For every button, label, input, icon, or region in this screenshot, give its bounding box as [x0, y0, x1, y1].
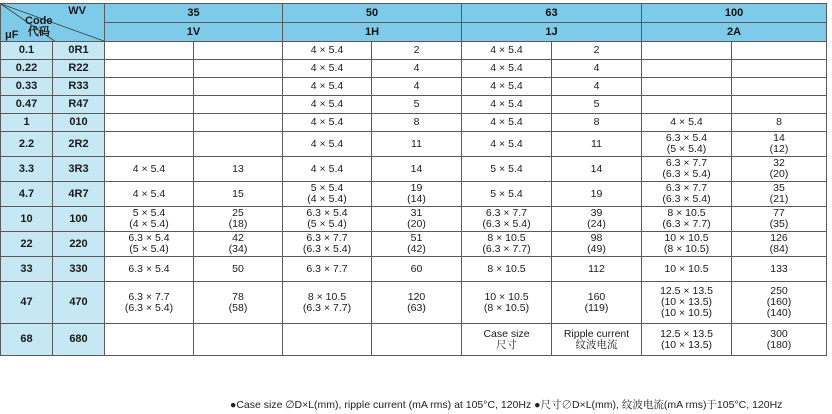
case-size-cell	[105, 42, 194, 60]
code-cell: 100	[53, 207, 105, 232]
cell-line: 60	[410, 262, 423, 275]
cell-line: 35	[773, 182, 785, 194]
cell-line: 77	[773, 207, 785, 219]
case-size-cell	[462, 96, 552, 114]
cell-line: 4 × 5.4	[310, 162, 344, 175]
case-size-cell	[642, 282, 732, 324]
cell-line: (8 × 10.5)	[663, 243, 710, 255]
ripple-current-cell	[732, 157, 827, 182]
cell-line: 14	[590, 162, 603, 175]
cell-line: (84)	[769, 243, 789, 255]
ripple-current-cell	[372, 324, 462, 356]
cell-line: (6.3 × 7.7)	[482, 243, 531, 255]
cell-line: (8 × 10.5)	[483, 301, 530, 314]
cell-line: 126	[770, 232, 788, 244]
ripple-current-cell	[194, 182, 283, 207]
ripple-current-cell	[194, 207, 283, 232]
voltage-header-63: 63	[462, 4, 642, 23]
ripple-current-cell	[732, 78, 827, 96]
cell-line: 纹波电流	[575, 338, 618, 351]
case-size-cell	[105, 232, 194, 257]
voltage-code-1H: 1H	[283, 23, 462, 42]
ripple-current-cell	[194, 60, 283, 78]
cell-line: 5 × 5.4	[490, 162, 523, 175]
ripple-current-cell	[194, 257, 283, 282]
cell-line: (58)	[228, 301, 248, 314]
case-size-cell	[105, 96, 194, 114]
cell-line: 32	[773, 157, 785, 169]
cell-line: 98	[590, 232, 603, 244]
cell-line: (49)	[587, 243, 606, 255]
cell-line: 5 × 5.4	[310, 182, 344, 194]
ripple-current-cell	[732, 257, 827, 282]
cell-line: 8 × 10.5	[667, 207, 706, 219]
ripple-current-cell	[552, 182, 642, 207]
case-size-cell	[283, 78, 372, 96]
capacitance-cell: 68	[1, 324, 53, 356]
case-size-cell	[642, 132, 732, 157]
ripple-current-cell	[194, 157, 283, 182]
cell-line: (140)	[766, 307, 792, 319]
uf-label: μF	[5, 29, 19, 41]
cell-line: 4 × 5.4	[490, 137, 523, 150]
case-size-cell	[105, 324, 194, 356]
cell-line: 4	[593, 62, 600, 74]
cell-line: 4 × 5.4	[310, 62, 344, 74]
ripple-current-cell	[552, 114, 642, 132]
ripple-current-cell	[194, 114, 283, 132]
ripple-current-cell	[732, 282, 827, 324]
case-size-cell	[642, 114, 732, 132]
cell-line: 6.3 × 7.7	[485, 207, 528, 219]
cell-line: 42	[232, 232, 244, 244]
cell-line: 6.3 × 7.7	[306, 232, 348, 244]
cell-line: 10 × 10.5	[484, 290, 529, 303]
cell-line: (63)	[407, 301, 426, 314]
case-size-cell	[642, 157, 732, 182]
ripple-current-cell	[372, 157, 462, 182]
table-row	[1, 257, 827, 282]
case-size-cell	[105, 132, 194, 157]
case-size-cell	[462, 282, 552, 324]
case-size-cell	[462, 324, 552, 356]
cell-line: 2	[593, 44, 600, 56]
table-row	[1, 324, 827, 356]
cell-line: 4 × 5.4	[490, 116, 523, 128]
capacitance-cell: 2.2	[1, 132, 53, 157]
ripple-current-cell	[732, 207, 827, 232]
cell-line: 4 × 5.4	[490, 62, 523, 74]
cell-line: (180)	[766, 338, 792, 351]
cell-line: 12.5 × 13.5	[660, 327, 713, 340]
cell-line: (4 × 5.4)	[307, 193, 347, 205]
ripple-current-cell	[372, 207, 462, 232]
cell-line: (18)	[228, 218, 248, 230]
cell-line: (12)	[769, 143, 789, 155]
cell-line: 8 × 10.5	[487, 262, 526, 275]
cell-line: (6.3 × 5.4)	[662, 193, 711, 205]
cell-line: (14)	[407, 193, 426, 205]
capacitance-cell: 0.47	[1, 96, 53, 114]
code-label	[25, 16, 53, 38]
voltage-code-1V: 1V	[105, 23, 283, 42]
cell-line: 112	[588, 262, 605, 275]
case-size-cell	[283, 42, 372, 60]
case-size-cell	[462, 207, 552, 232]
case-size-cell	[462, 78, 552, 96]
ripple-current-cell	[194, 132, 283, 157]
ripple-current-cell	[372, 78, 462, 96]
cell-line: 6.3 × 5.4	[665, 132, 708, 144]
cell-line: 14	[410, 162, 423, 175]
capacitance-cell: 0.33	[1, 78, 53, 96]
code-cell: 220	[53, 232, 105, 257]
ripple-current-cell	[552, 282, 642, 324]
table-row	[1, 182, 827, 207]
cell-line: 160	[587, 290, 606, 303]
case-size-cell	[642, 232, 732, 257]
cell-line: 4	[413, 80, 420, 92]
cell-line: 120	[407, 290, 426, 303]
cell-line: 10 × 10.5	[664, 262, 709, 275]
case-size-cell	[642, 207, 732, 232]
table-row	[1, 114, 827, 132]
cell-line: 12.5 × 13.5	[660, 285, 713, 297]
table-row	[1, 157, 827, 182]
capacitance-cell: 10	[1, 207, 53, 232]
case-size-cell	[642, 42, 732, 60]
cell-line: 19	[410, 182, 423, 194]
cell-line: (20)	[769, 168, 789, 180]
cell-line: 6.3 × 7.7	[128, 290, 170, 303]
case-size-cell	[283, 232, 372, 257]
ripple-current-cell	[372, 257, 462, 282]
cell-line: 2	[413, 44, 420, 56]
cell-line: (21)	[769, 193, 789, 205]
case-size-cell	[105, 257, 194, 282]
cell-line: 19	[590, 187, 603, 200]
case-size-cell	[105, 78, 194, 96]
ripple-current-cell	[372, 182, 462, 207]
cell-line: (10 × 13.5)	[660, 338, 713, 351]
voltage-code-1J: 1J	[462, 23, 642, 42]
case-size-cell	[105, 182, 194, 207]
cell-line: 11	[591, 137, 602, 150]
capacitance-cell: 22	[1, 232, 53, 257]
cell-line: 250	[770, 285, 788, 297]
capacitance-cell: 33	[1, 257, 53, 282]
case-size-cell	[105, 60, 194, 78]
cell-line: 4 × 5.4	[132, 162, 166, 175]
ripple-current-cell	[732, 96, 827, 114]
cell-line: (5 × 5.4)	[666, 143, 707, 155]
table-row	[1, 232, 827, 257]
cell-line: (6.3 × 5.4)	[662, 168, 711, 180]
cell-line: 39	[590, 207, 603, 219]
table-row	[1, 96, 827, 114]
cell-line: 5 × 5.4	[132, 207, 166, 219]
cell-line: (10 × 13.5)	[660, 296, 713, 308]
wv-label: WV	[68, 5, 86, 17]
cell-line: (6.3 × 7.7)	[662, 218, 711, 230]
ripple-current-cell	[372, 114, 462, 132]
code-cell: R22	[53, 60, 105, 78]
cell-line: 8 × 10.5	[307, 290, 347, 303]
code-cell: 330	[53, 257, 105, 282]
ripple-current-cell	[194, 232, 283, 257]
case-size-cell	[462, 232, 552, 257]
code-cell: R33	[53, 78, 105, 96]
voltage-header-50: 50	[283, 4, 462, 23]
case-size-cell	[642, 78, 732, 96]
capacitance-cell: 47	[1, 282, 53, 324]
ripple-current-cell	[552, 42, 642, 60]
ripple-current-cell	[732, 60, 827, 78]
cell-line: 4 × 5.4	[670, 116, 703, 128]
case-size-cell	[283, 114, 372, 132]
ripple-current-cell	[552, 324, 642, 356]
ripple-current-cell	[194, 42, 283, 60]
voltage-header-35: 35	[105, 4, 283, 23]
ripple-current-cell	[732, 42, 827, 60]
case-size-cell	[642, 96, 732, 114]
ripple-current-cell	[194, 282, 283, 324]
cell-line: 78	[232, 290, 244, 303]
capacitor-spec-table	[0, 3, 827, 356]
cell-line: (6.3 × 5.4)	[482, 218, 531, 230]
case-size-cell	[462, 42, 552, 60]
cell-line: 4 × 5.4	[490, 80, 523, 92]
cell-line: 4 × 5.4	[490, 44, 523, 56]
cell-line: (5 × 5.4)	[129, 243, 169, 255]
cell-line: 4	[413, 62, 420, 74]
cell-line: 8	[776, 116, 782, 128]
cell-line: 50	[232, 262, 244, 275]
case-size-cell	[105, 282, 194, 324]
capacitance-cell: 1	[1, 114, 53, 132]
cell-line: 13	[232, 162, 244, 175]
cell-line: 4 × 5.4	[310, 116, 344, 128]
cell-line: 10 × 10.5	[664, 232, 709, 244]
case-size-cell	[642, 324, 732, 356]
cell-line: (4 × 5.4)	[129, 218, 169, 230]
capacitance-cell: 0.22	[1, 60, 53, 78]
ripple-current-cell	[552, 207, 642, 232]
cell-line: 4 × 5.4	[310, 80, 344, 92]
case-size-cell	[642, 257, 732, 282]
table-row	[1, 42, 827, 60]
cell-line: 51	[410, 232, 423, 244]
capacitance-cell: 4.7	[1, 182, 53, 207]
code-cell: R47	[53, 96, 105, 114]
ripple-current-cell	[194, 324, 283, 356]
cell-line: (5 × 5.4)	[307, 218, 347, 230]
ripple-current-cell	[372, 282, 462, 324]
ripple-current-cell	[552, 60, 642, 78]
ripple-current-cell	[552, 96, 642, 114]
ripple-current-cell	[732, 132, 827, 157]
cell-line: (119)	[584, 301, 609, 314]
ripple-current-cell	[372, 132, 462, 157]
cell-line: 尺寸	[496, 338, 517, 351]
ripple-current-cell	[552, 157, 642, 182]
cell-line: 25	[232, 207, 244, 219]
table-row	[1, 60, 827, 78]
cell-line: 6.3 × 7.7	[665, 157, 708, 169]
cell-line: (10 × 10.5)	[660, 307, 713, 319]
case-size-cell	[283, 182, 372, 207]
case-size-cell	[642, 182, 732, 207]
case-size-cell	[642, 60, 732, 78]
voltage-header-100: 100	[642, 4, 827, 23]
cell-line: 6.3 × 7.7	[306, 262, 348, 275]
case-size-cell	[105, 114, 194, 132]
case-size-cell	[462, 60, 552, 78]
cell-line: (20)	[407, 218, 426, 230]
cell-line: (24)	[587, 218, 606, 230]
case-size-cell	[462, 132, 552, 157]
cell-line: (35)	[769, 218, 789, 230]
case-size-cell	[462, 157, 552, 182]
case-size-cell	[283, 257, 372, 282]
case-size-cell	[283, 282, 372, 324]
code-cell: 470	[53, 282, 105, 324]
case-size-cell	[462, 114, 552, 132]
capacitance-cell: 3.3	[1, 157, 53, 182]
case-size-cell	[283, 96, 372, 114]
ripple-current-cell	[732, 114, 827, 132]
cell-line: (6.3 × 7.7)	[302, 301, 352, 314]
code-cell: 010	[53, 114, 105, 132]
ripple-current-cell	[732, 182, 827, 207]
code-label-en: Code	[25, 15, 53, 27]
ripple-current-cell	[372, 60, 462, 78]
code-cell: 680	[53, 324, 105, 356]
table-row	[1, 207, 827, 232]
ripple-current-cell	[372, 42, 462, 60]
code-cell: 3R3	[53, 157, 105, 182]
cell-line: 6.3 × 5.4	[128, 262, 170, 275]
ripple-current-cell	[552, 78, 642, 96]
footnote: ●Case size ∅D×L(mm), ripple current (mA rms) at 105°C, 120Hz ●尺寸∅D×L(mm), 纹波电流(mA rms)于105°C, 120Hz	[230, 399, 783, 411]
cell-line: 31	[410, 207, 423, 219]
cell-line: Case size	[483, 327, 530, 340]
cell-line: 14	[773, 132, 785, 144]
cell-line: 8 × 10.5	[487, 232, 526, 244]
cell-line: 6.3 × 7.7	[665, 182, 708, 194]
cell-line: 4 × 5.4	[310, 44, 344, 56]
cell-line: 4 × 5.4	[132, 187, 166, 200]
cell-line: 4 × 5.4	[310, 137, 344, 150]
case-size-cell	[105, 207, 194, 232]
cell-line: 4 × 5.4	[310, 98, 344, 110]
table-row	[1, 282, 827, 324]
ripple-current-cell	[194, 96, 283, 114]
cell-line: (160)	[766, 296, 792, 308]
code-cell: 2R2	[53, 132, 105, 157]
case-size-cell	[283, 132, 372, 157]
ripple-current-cell	[372, 232, 462, 257]
cell-line: 11	[411, 137, 422, 150]
ripple-current-cell	[552, 232, 642, 257]
case-size-cell	[283, 157, 372, 182]
cell-line: 5 × 5.4	[490, 187, 523, 200]
cell-line: (34)	[228, 243, 248, 255]
cell-line: 8	[593, 116, 600, 128]
ripple-current-cell	[732, 232, 827, 257]
cell-line: 8	[413, 116, 420, 128]
case-size-cell	[462, 257, 552, 282]
header-corner-cell	[1, 4, 105, 42]
code-cell: 0R1	[53, 42, 105, 60]
ripple-current-cell	[552, 132, 642, 157]
cell-line: (42)	[407, 243, 426, 255]
ripple-current-cell	[552, 257, 642, 282]
cell-line: Ripple current	[563, 327, 630, 340]
table-row	[1, 78, 827, 96]
cell-line: (6.3 × 5.4)	[302, 243, 352, 255]
cell-line: 5	[593, 98, 600, 110]
cell-line: 15	[232, 187, 244, 200]
case-size-cell	[283, 60, 372, 78]
cell-line: 6.3 × 5.4	[306, 207, 348, 219]
cell-line: 5	[413, 98, 420, 110]
cell-line: 133	[770, 262, 788, 275]
case-size-cell	[105, 157, 194, 182]
case-size-cell	[462, 182, 552, 207]
cell-line: (6.3 × 5.4)	[124, 301, 174, 314]
ripple-current-cell	[372, 96, 462, 114]
case-size-cell	[283, 324, 372, 356]
ripple-current-cell	[732, 324, 827, 356]
code-label-cn: 代码	[27, 26, 50, 38]
capacitance-cell: 0.1	[1, 42, 53, 60]
cell-line: 300	[770, 327, 788, 340]
table-row	[1, 132, 827, 157]
voltage-code-2A: 2A	[642, 23, 827, 42]
cell-line: 4	[593, 80, 600, 92]
code-cell: 4R7	[53, 182, 105, 207]
case-size-cell	[283, 207, 372, 232]
cell-line: 6.3 × 5.4	[128, 232, 170, 244]
ripple-current-cell	[194, 78, 283, 96]
cell-line: 4 × 5.4	[490, 98, 523, 110]
